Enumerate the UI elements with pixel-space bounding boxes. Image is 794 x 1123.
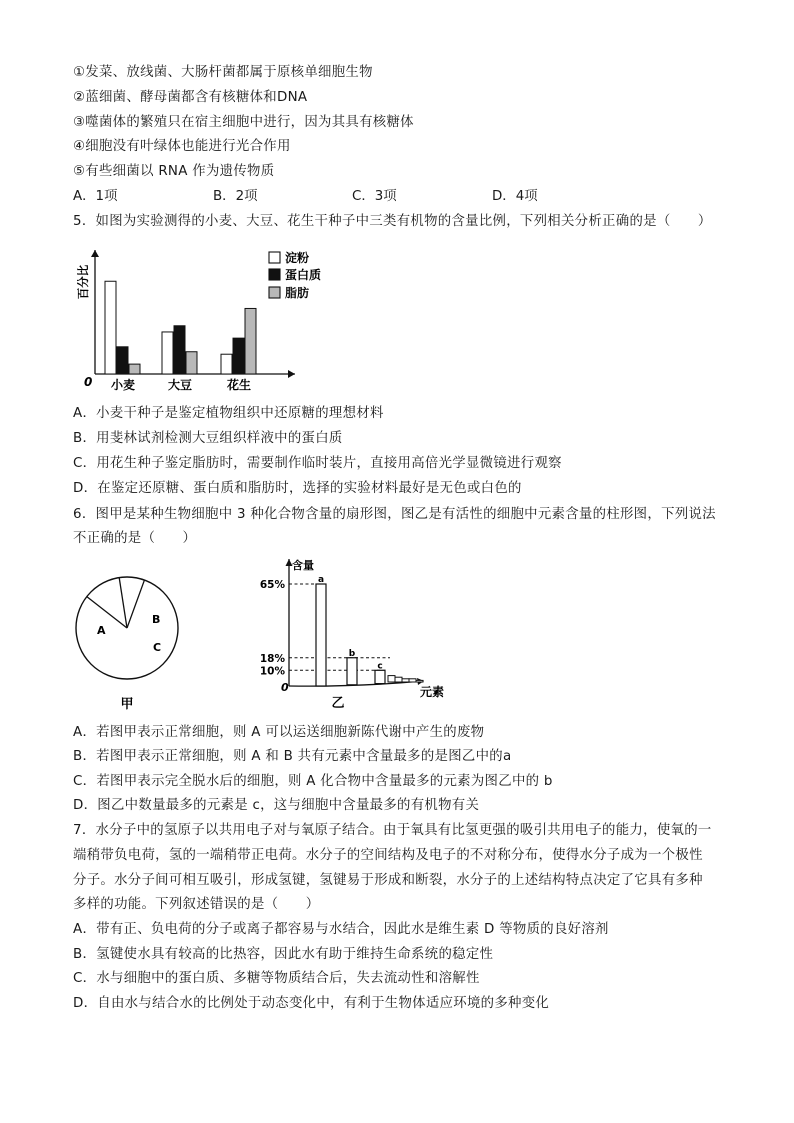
- q7-stem-line-1: 7．水分子中的氢原子以共用电子对与氧原子结合。由于氧具有比氢更强的吸引共用电子的能力，使氧的一: [73, 823, 712, 838]
- bar-label-b: b: [348, 648, 356, 659]
- bar-starch-0: [105, 281, 116, 374]
- q7-option-c[interactable]: C．水与细胞中的蛋白质、多糖等物质结合后，失去流动性和溶解性: [73, 971, 480, 986]
- bar-element-b: [347, 658, 357, 685]
- q6-option-b[interactable]: B．若图甲表示正常细胞，则 A 和 B 共有元素中含量最多的是图乙中的a: [73, 749, 512, 764]
- bar-label-c: c: [377, 661, 383, 672]
- bar-protein-0: [117, 347, 128, 374]
- q4-option-a[interactable]: A．1项: [73, 189, 118, 204]
- pie-label-c: C: [153, 641, 162, 654]
- tick-label-18: 18%: [259, 652, 285, 665]
- chart-bars: [105, 281, 256, 374]
- q4-statement-1: ①发菜、放线菌、大肠杆菌都属于原核单细胞生物: [73, 65, 373, 80]
- tick-label-10: 10%: [259, 665, 285, 678]
- q7-stem-line-4: 多样的功能。下列叙述错误的是（ ）: [73, 897, 320, 912]
- pie-label-b: B: [152, 613, 161, 626]
- legend-swatch-starch: [269, 252, 280, 263]
- q6-option-c[interactable]: C．若图甲表示完全脱水后的细胞，则 A 化合物中含量最多的元素为图乙中的 b: [73, 774, 553, 789]
- bar-fat-1: [186, 352, 197, 374]
- y-axis-label: 含量: [292, 559, 314, 572]
- bar-minor-element-1: [395, 677, 402, 682]
- bar-protein-1: [174, 326, 185, 374]
- q7-option-b[interactable]: B．氢键使水具有较高的比热容，因此水有助于维持生命系统的稳定性: [73, 947, 494, 962]
- bar-fat-2: [245, 308, 256, 374]
- q7-stem-line-3: 分子。水分子间可相互吸引，形成氢键，氢键易于形成和断裂，水分子的上述结构特点决定了它具有多种: [73, 873, 703, 888]
- q4-statement-3: ③噬菌体的繁殖只在宿主细胞中进行，因为其具有核糖体: [73, 115, 414, 130]
- chart-bars: [316, 584, 423, 686]
- bar-starch-2: [221, 354, 232, 374]
- bar-protein-2: [233, 338, 244, 374]
- y-axis-label: 百分比: [76, 264, 90, 300]
- chart-gridlines: [289, 584, 390, 670]
- q6-pie-chart: [73, 570, 183, 712]
- category-label-wheat: 小麦: [110, 378, 136, 392]
- pie-slices: [76, 577, 178, 679]
- q5-option-a[interactable]: A．小麦干种子是鉴定植物组织中还原糖的理想材料: [73, 406, 384, 421]
- pie-caption: 甲: [120, 697, 134, 712]
- bar-element-c: [375, 670, 385, 683]
- q5-option-d[interactable]: D．在鉴定还原糖、蛋白质和脂肪时，选择的实验材料最好是无色或白色的: [73, 481, 522, 496]
- q7-option-d[interactable]: D．自由水与结合水的比例处于动态变化中，有利于生物体适应环境的多种变化: [73, 996, 550, 1011]
- bar-minor-element-4: [416, 680, 423, 682]
- q7-stem-line-2: 端稍带负电荷，氢的一端稍带正电荷。水分子的空间结构及电子的不对称分布，使得水分子成为一个极性: [73, 848, 703, 863]
- bar-element-a: [316, 584, 326, 686]
- q6-option-d[interactable]: D．图乙中数量最多的元素是 c，这与细胞中含量最多的有机物有关: [73, 798, 480, 813]
- legend-label-starch: 淀粉: [285, 251, 310, 265]
- origin-label: 0: [84, 375, 93, 389]
- origin-label: 0: [281, 681, 289, 694]
- q6-stem-line-1: 6．图甲是某种生物细胞中 3 种化合物含量的扇形图，图乙是有活性的细胞中元素含量的柱形图，下列说法: [73, 507, 716, 522]
- q6-option-a[interactable]: A．若图甲表示正常细胞，则 A 可以运送细胞新陈代谢中产生的废物: [73, 725, 485, 740]
- chart-caption: 乙: [331, 696, 345, 711]
- q6-element-chart: [258, 555, 448, 715]
- pie-label-a: A: [97, 624, 106, 637]
- bar-starch-1: [162, 332, 173, 374]
- chart-legend: [269, 252, 280, 298]
- legend-label-fat: 脂肪: [285, 286, 310, 300]
- q4-option-d[interactable]: D．4项: [492, 189, 538, 204]
- legend-swatch-fat: [269, 287, 280, 298]
- category-label-soybean: 大豆: [167, 378, 193, 392]
- q5-option-c[interactable]: C．用花生种子鉴定脂肪时，需要制作临时装片，直接用高倍光学显微镜进行观察: [73, 456, 562, 471]
- q7-option-a[interactable]: A．带有正、负电荷的分子或离子都容易与水结合，因此水是维生素 D 等物质的良好溶剂: [73, 922, 609, 937]
- q4-option-b[interactable]: B．2项: [213, 189, 258, 204]
- x-axis-arrow: [288, 370, 295, 378]
- bar-fat-0: [129, 364, 140, 374]
- x-axis-label: 元素: [420, 685, 445, 699]
- tick-label-65: 65%: [259, 579, 285, 591]
- q5-stem: 5．如图为实验测得的小麦、大豆、花生干种子中三类有机物的含量比例，下列相关分析正确的是（ ）: [73, 214, 712, 229]
- q5-option-b[interactable]: B．用斐林试剂检测大豆组织样液中的蛋白质: [73, 431, 343, 446]
- bar-label-a: a: [317, 575, 325, 585]
- q4-option-c[interactable]: C．3项: [352, 189, 397, 204]
- q4-statement-4: ④细胞没有叶绿体也能进行光合作用: [73, 139, 291, 154]
- legend-swatch-protein: [269, 269, 280, 280]
- q5-bar-chart: [73, 242, 338, 400]
- legend-label-protein: 蛋白质: [285, 268, 322, 282]
- q6-stem-line-2: 不正确的是（ ）: [73, 531, 197, 546]
- y-axis-arrow: [91, 250, 99, 257]
- bar-minor-element-2: [402, 679, 409, 682]
- q4-statement-2: ②蓝细菌、酵母菌都含有核糖体和DNA: [73, 90, 308, 105]
- category-label-peanut: 花生: [226, 378, 252, 392]
- q4-statement-5: ⑤有些细菌以 RNA 作为遗传物质: [73, 164, 275, 179]
- bar-minor-element-0: [388, 676, 395, 682]
- bar-minor-element-3: [409, 679, 416, 682]
